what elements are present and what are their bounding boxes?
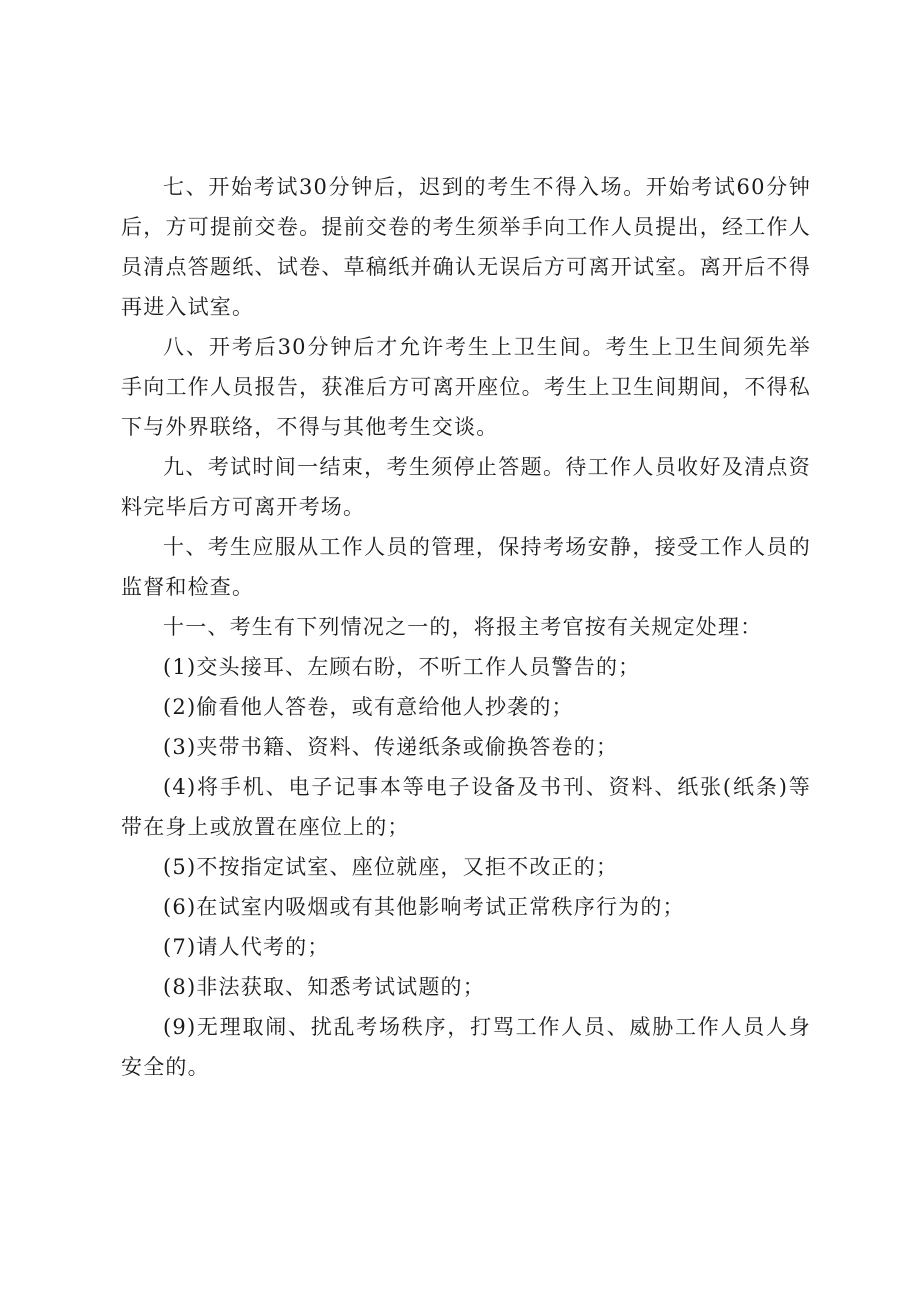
- rule-9-paragraph: 九、考试时间一结束，考生须停止答题。待工作人员收好及清点资料完毕后方可离开考场。: [121, 455, 811, 519]
- rule-11-item-3: (3)夹带书籍、资料、传递纸条或偷换答卷的；: [163, 735, 619, 759]
- rule-10-paragraph: 十、考生应服从工作人员的管理，保持考场安静，接受工作人员的监督和检查。: [121, 535, 811, 599]
- rule-11-item-1: (1)交头接耳、左顾右盼，不听工作人员警告的；: [163, 655, 641, 679]
- rule-11-item-5: (5)不按指定试室、座位就座，又拒不改正的；: [163, 855, 619, 879]
- rule-11-item-2: (2)偷看他人答卷，或有意给他人抄袭的；: [163, 695, 574, 719]
- rule-11-item-8: (8)非法获取、知悉考试试题的；: [163, 975, 485, 999]
- rule-11-item-6: (6)在试室内吸烟或有其他影响考试正常秩序行为的；: [163, 895, 685, 919]
- rule-11-item-7: (7)请人代考的；: [163, 935, 330, 959]
- rule-7-paragraph: 七、开始考试30分钟后，迟到的考生不得入场。开始考试60分钟后，方可提前交卷。提前交卷的考生须举手向工作人员提出，经工作人员清点答题纸、试卷、草稿纸并确认无误后方可离开试室。离开后不得再进入试室。: [121, 175, 811, 319]
- rule-11-paragraph: 十一、考生有下列情况之一的，将报主考官按有关规定处理：: [163, 615, 763, 639]
- rule-8-paragraph: 八、开考后30分钟后才允许考生上卫生间。考生上卫生间须先举手向工作人员报告，获准后方可离开座位。考生上卫生间期间，不得私下与外界联络，不得与其他考生交谈。: [121, 335, 811, 439]
- rule-11-item-4: (4)将手机、电子记事本等电子设备及书刊、资料、纸张(纸条)等带在身上或放置在座位上的；: [121, 775, 811, 839]
- document-body: [121, 167, 811, 1087]
- rule-11-item-9: (9)无理取闹、扰乱考场秩序，打骂工作人员、威胁工作人员人身安全的。: [121, 1015, 811, 1079]
